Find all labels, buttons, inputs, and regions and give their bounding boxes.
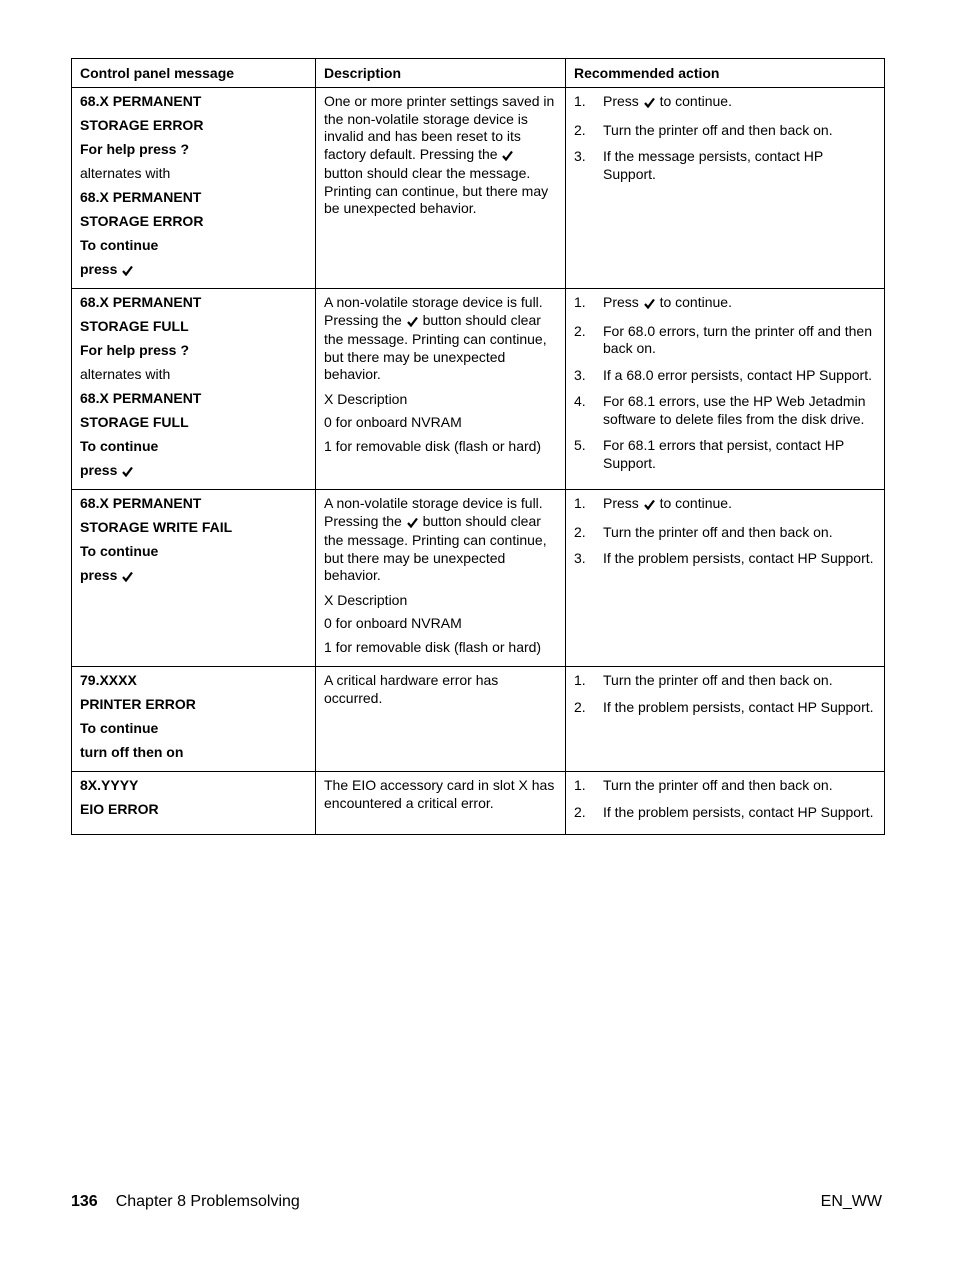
action-text-part: If the message persists, contact HP Support. <box>603 148 823 182</box>
table-row <box>72 667 885 772</box>
message-text: STORAGE ERROR <box>80 117 204 133</box>
action-text <box>603 495 876 515</box>
message-line <box>80 293 307 317</box>
action-text <box>603 148 876 183</box>
table-row <box>72 490 885 667</box>
message-line <box>80 389 307 413</box>
message-line <box>80 695 307 719</box>
message-text: 8X.YYYY <box>80 777 139 793</box>
message-text: To continue <box>80 720 159 736</box>
action-cell <box>566 289 885 490</box>
message-line <box>80 461 307 485</box>
action-number: 1. <box>574 495 586 511</box>
action-text-part: For 68.1 errors that persist, contact HP Support. <box>603 437 844 471</box>
message-line <box>80 341 307 365</box>
description-text: X Description <box>324 390 408 407</box>
action-text-part: If the problem persists, contact HP Support. <box>603 803 874 820</box>
action-text <box>603 367 876 385</box>
checkmark-icon <box>644 497 655 515</box>
error-message-table <box>71 58 885 835</box>
description-text: button should clear the message. Printing can continue, but there may be unexpected behavior. <box>324 512 547 583</box>
action-text-part: Turn the printer off and then back on. <box>603 523 833 540</box>
description-cell <box>316 88 566 289</box>
description-paragraph <box>324 414 557 432</box>
description-paragraph <box>324 495 557 585</box>
action-text <box>603 777 876 795</box>
message-line <box>80 671 307 695</box>
action-number: 1. <box>574 777 586 793</box>
message-line <box>80 518 307 542</box>
description-cell <box>316 667 566 772</box>
action-item <box>574 148 876 183</box>
description-paragraph <box>324 592 557 610</box>
action-item <box>574 699 876 717</box>
description-text: One or more printer settings saved in the non-volatile storage device is invalid and has been reset to its factory default. Pressing the <box>324 93 555 162</box>
description-paragraph <box>324 438 557 456</box>
message-line <box>80 92 307 116</box>
action-text-part: If the problem persists, contact HP Support. <box>603 550 874 566</box>
action-item <box>574 437 876 472</box>
message-text: STORAGE WRITE FAIL <box>80 519 233 535</box>
message-line <box>80 236 307 260</box>
action-item <box>574 777 876 795</box>
message-line <box>80 260 307 284</box>
message-cell <box>72 88 316 289</box>
message-cell <box>72 289 316 490</box>
action-item <box>574 495 876 515</box>
checkmark-icon <box>407 515 418 533</box>
table-header-row <box>72 59 885 88</box>
checkmark-icon <box>122 262 133 280</box>
action-number: 3. <box>574 148 586 164</box>
message-line <box>80 413 307 437</box>
message-text: alternates with <box>80 165 171 181</box>
chapter-title: Chapter 8 Problemsolving <box>115 1193 300 1210</box>
description-text: X Description <box>324 591 408 608</box>
message-text: 79.XXXX <box>80 672 137 688</box>
action-item <box>574 393 876 428</box>
header-description: Description <box>316 59 566 88</box>
message-line <box>80 719 307 743</box>
action-text-part: Turn the printer off and then back on. <box>603 121 833 138</box>
action-text-part: If a 68.0 error persists, contact HP Support. <box>603 366 872 383</box>
message-text: 68.X PERMANENT <box>80 189 202 205</box>
action-number: 2. <box>574 523 586 540</box>
message-line <box>80 776 307 800</box>
message-line <box>80 743 307 767</box>
table-body <box>72 88 885 835</box>
message-cell <box>72 667 316 772</box>
action-text-part: to continue. <box>659 294 732 310</box>
description-text: 1 for removable disk (flash or hard) <box>324 437 542 454</box>
action-item <box>574 804 876 822</box>
message-line <box>80 800 307 824</box>
message-line <box>80 365 307 389</box>
description-paragraph <box>324 777 557 812</box>
message-line <box>80 494 307 518</box>
description-text: button should clear the message. Printing can continue, but there may be unexpected behavior. <box>324 165 549 216</box>
header-control-panel-message: Control panel message <box>72 59 316 88</box>
action-text-part: Press <box>603 93 639 109</box>
action-item <box>574 367 876 385</box>
action-number: 2. <box>574 322 586 339</box>
action-text-part: to continue. <box>659 93 732 109</box>
action-text <box>603 672 876 690</box>
description-cell <box>316 490 566 667</box>
description-text: A non-volatile storage device is full. Pressing the <box>324 495 543 529</box>
action-item <box>574 550 876 568</box>
action-text <box>603 437 876 472</box>
help-icon: ? <box>180 141 190 157</box>
description-paragraph <box>324 391 557 409</box>
checkmark-icon <box>502 148 513 166</box>
action-text-part: For 68.1 errors, use the HP Web Jetadmin software to delete files from the disk drive. <box>603 393 866 427</box>
description-paragraph <box>324 672 557 707</box>
checkmark-icon <box>122 568 133 586</box>
message-text: press <box>80 567 118 583</box>
description-text: 0 for onboard NVRAM <box>324 414 462 430</box>
action-text-part: For 68.0 errors, turn the printer off and then back on. <box>603 322 873 356</box>
message-line <box>80 542 307 566</box>
message-text: turn off then on <box>80 744 184 760</box>
action-cell <box>566 490 885 667</box>
message-text: alternates with <box>80 366 171 382</box>
message-text: 68.X PERMANENT <box>80 495 202 511</box>
page-number: 136 <box>71 1193 98 1210</box>
message-text: 68.X PERMANENT <box>80 390 202 406</box>
message-line <box>80 566 307 590</box>
message-line <box>80 164 307 188</box>
message-text: For help press <box>80 141 177 157</box>
description-text: The EIO accessory card in slot X has encountered a critical error. <box>324 777 555 811</box>
region-code: EN_WW <box>820 1193 882 1210</box>
message-text: STORAGE FULL <box>80 414 189 430</box>
action-cell <box>566 772 885 835</box>
description-paragraph <box>324 615 557 633</box>
action-number: 2. <box>574 803 586 820</box>
page-footer <box>71 1193 882 1211</box>
message-line <box>80 140 307 164</box>
action-number: 1. <box>574 294 586 310</box>
description-text: A critical hardware error has occurred. <box>324 672 499 706</box>
description-text: 0 for onboard NVRAM <box>324 615 462 631</box>
action-number: 4. <box>574 393 586 409</box>
checkmark-icon <box>122 463 133 481</box>
message-text: For help press <box>80 342 177 358</box>
action-number: 5. <box>574 437 586 453</box>
action-cell <box>566 667 885 772</box>
action-item <box>574 122 876 140</box>
checkmark-icon <box>644 296 655 314</box>
action-text-part: Press <box>603 294 639 310</box>
action-text <box>603 93 876 113</box>
description-cell <box>316 289 566 490</box>
action-text <box>603 393 876 428</box>
table-row <box>72 88 885 289</box>
message-line <box>80 317 307 341</box>
message-cell <box>72 772 316 835</box>
table-row <box>72 289 885 490</box>
action-number: 2. <box>574 698 586 715</box>
action-number: 3. <box>574 550 586 566</box>
checkmark-icon <box>407 314 418 332</box>
action-text <box>603 122 876 140</box>
action-text <box>603 699 876 717</box>
table-row <box>72 772 885 835</box>
action-number: 1. <box>574 672 586 688</box>
action-text <box>603 323 876 358</box>
message-line <box>80 116 307 140</box>
action-text-part: Press <box>603 495 639 511</box>
description-paragraph <box>324 639 557 657</box>
action-text <box>603 804 876 822</box>
message-text: To continue <box>80 237 159 253</box>
message-text: To continue <box>80 543 159 559</box>
message-text: STORAGE FULL <box>80 318 189 334</box>
message-text: STORAGE ERROR <box>80 213 204 229</box>
action-item <box>574 323 876 358</box>
action-cell <box>566 88 885 289</box>
description-paragraph <box>324 294 557 384</box>
message-text: PRINTER ERROR <box>80 696 196 712</box>
action-item <box>574 672 876 690</box>
description-paragraph <box>324 93 557 218</box>
message-text: press <box>80 462 118 478</box>
description-text: button should clear the message. Printing can continue, but there may be unexpected behavior. <box>324 311 547 382</box>
description-text: 1 for removable disk (flash or hard) <box>324 638 542 655</box>
action-text <box>603 294 876 314</box>
action-text-part: Turn the printer off and then back on. <box>603 777 833 793</box>
message-text: 68.X PERMANENT <box>80 93 202 109</box>
action-number: 3. <box>574 366 586 383</box>
message-text: 68.X PERMANENT <box>80 294 202 310</box>
message-line <box>80 188 307 212</box>
message-line <box>80 212 307 236</box>
action-item <box>574 294 876 314</box>
action-number: 2. <box>574 121 586 138</box>
help-icon: ? <box>180 342 190 358</box>
action-item <box>574 93 876 113</box>
description-text: A non-volatile storage device is full. Pressing the <box>324 294 543 328</box>
description-cell <box>316 772 566 835</box>
action-text-part: Turn the printer off and then back on. <box>603 672 833 688</box>
checkmark-icon <box>644 95 655 113</box>
message-text: To continue <box>80 438 159 454</box>
action-text <box>603 550 876 568</box>
action-number: 1. <box>574 93 586 109</box>
header-recommended-action: Recommended action <box>566 59 885 88</box>
action-text-part: to continue. <box>659 495 732 511</box>
message-text: press <box>80 261 118 277</box>
action-item <box>574 524 876 542</box>
message-text: EIO ERROR <box>80 801 159 817</box>
action-text <box>603 524 876 542</box>
action-text-part: If the problem persists, contact HP Support. <box>603 698 874 715</box>
message-line <box>80 437 307 461</box>
message-cell <box>72 490 316 667</box>
